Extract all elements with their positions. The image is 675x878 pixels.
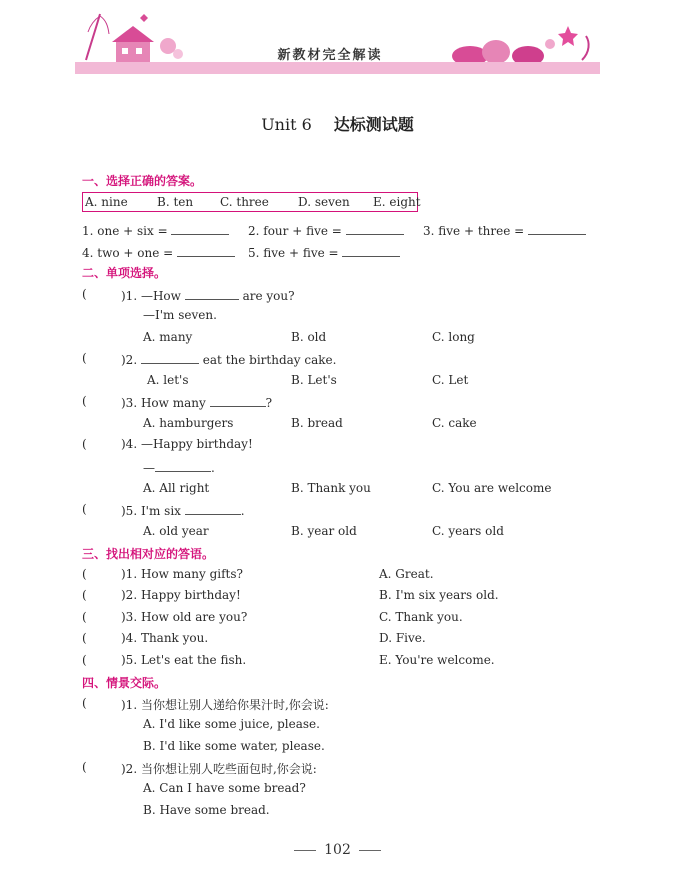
s4-question-2: )2. 当你想让别人吃些面包时,你会说: xyxy=(121,762,317,776)
option-c: C. three xyxy=(220,195,269,209)
s2-q1-opt-a: A. many xyxy=(143,330,193,344)
header-decoration-left xyxy=(78,10,188,66)
word-options-box xyxy=(82,192,421,212)
s2-q4-reply: — . xyxy=(143,461,215,475)
answer-blank[interactable] xyxy=(185,502,241,515)
option-e: E. eight xyxy=(373,195,421,209)
answer-blank[interactable] xyxy=(141,351,199,364)
s2-q1-opt-b: B. old xyxy=(291,330,327,344)
s2-q4-opt-b: B. Thank you xyxy=(291,481,371,495)
s3-answer-d: D. Five. xyxy=(379,631,426,645)
section3-heading: 三、找出相对应的答语。 xyxy=(82,547,215,561)
s2-q2-opt-b: B. Let's xyxy=(291,373,337,387)
option-b: B. ten xyxy=(157,195,194,209)
s2-q3-opt-a: A. hamburgers xyxy=(143,416,234,430)
s3-paren[interactable]: ( xyxy=(82,631,87,645)
header-title: 新教材完全解读 xyxy=(277,48,383,63)
s2-question-3: )3. How many ? xyxy=(121,396,273,410)
s2-paren[interactable]: ( xyxy=(82,437,87,451)
s2-q3-opt-c: C. cake xyxy=(432,416,477,430)
s2-q4-opt-c: C. You are welcome xyxy=(432,481,552,495)
unit-title xyxy=(0,112,675,135)
s4-q1-opt-b: B. I'd like some water, please. xyxy=(143,739,325,753)
s3-answer-c: C. Thank you. xyxy=(379,610,463,624)
s4-q2-opt-a: A. Can I have some bread? xyxy=(143,781,306,795)
option-a: A. nine xyxy=(85,195,128,209)
answer-blank[interactable] xyxy=(155,459,211,472)
s3-question-1: )1. How many gifts? xyxy=(121,567,243,581)
s2-question-1: )1. —How are you? xyxy=(121,289,295,303)
s1-question-4: 4. two + one = xyxy=(82,244,235,260)
s2-paren[interactable]: ( xyxy=(82,394,87,408)
s1-question-3: 3. five + three = xyxy=(423,222,586,238)
s2-paren[interactable]: ( xyxy=(82,287,87,301)
dash-left xyxy=(294,850,316,851)
s2-question-4: )4. —Happy birthday! xyxy=(121,437,253,451)
answer-blank[interactable] xyxy=(342,244,400,257)
unit-label: Unit 6 xyxy=(261,115,312,134)
s3-answer-e: E. You're welcome. xyxy=(379,653,495,667)
s2-paren[interactable]: ( xyxy=(82,502,87,516)
s2-q5-opt-a: A. old year xyxy=(143,524,209,538)
s2-q5-opt-b: B. year old xyxy=(291,524,357,538)
s2-q2-opt-c: C. Let xyxy=(432,373,469,387)
s2-q1-opt-c: C. long xyxy=(432,330,475,344)
s4-q2-opt-b: B. Have some bread. xyxy=(143,803,270,817)
s2-question-2: )2. eat the birthday cake. xyxy=(121,353,337,367)
s2-q4-opt-a: A. All right xyxy=(143,481,210,495)
unit-title-text: 达标测试题 xyxy=(333,115,414,134)
s1-question-2: 2. four + five = xyxy=(248,222,404,238)
s4-q1-opt-a: A. I'd like some juice, please. xyxy=(143,717,320,731)
answer-blank[interactable] xyxy=(346,222,404,235)
s3-question-4: )4. Thank you. xyxy=(121,631,209,645)
s1-question-5: 5. five + five = xyxy=(248,244,400,260)
s2-q5-opt-c: C. years old xyxy=(432,524,504,538)
s2-paren[interactable]: ( xyxy=(82,351,87,365)
answer-blank[interactable] xyxy=(171,222,229,235)
s3-answer-a: A. Great. xyxy=(379,567,434,581)
s3-answer-b: B. I'm six years old. xyxy=(379,588,499,602)
answer-blank[interactable] xyxy=(185,287,239,300)
s3-paren[interactable]: ( xyxy=(82,588,87,602)
section1-heading: 一、选择正确的答案。 xyxy=(82,174,203,188)
s3-paren[interactable]: ( xyxy=(82,653,87,667)
s3-question-5: )5. Let's eat the fish. xyxy=(121,653,247,667)
s4-paren[interactable]: ( xyxy=(82,760,87,774)
s3-question-2: )2. Happy birthday! xyxy=(121,588,241,602)
section4-heading: 四、情景交际。 xyxy=(82,676,167,690)
s4-paren[interactable]: ( xyxy=(82,696,87,710)
dash-right xyxy=(359,850,381,851)
s2-q2-opt-a: A. let's xyxy=(147,373,189,387)
answer-blank[interactable] xyxy=(528,222,586,235)
s4-question-1: )1. 当你想让别人递给你果汁时,你会说: xyxy=(121,698,329,712)
s3-paren[interactable]: ( xyxy=(82,567,87,581)
option-d: D. seven xyxy=(298,195,350,209)
s3-paren[interactable]: ( xyxy=(82,610,87,624)
page-number: 102 xyxy=(0,842,675,858)
s2-question-5: )5. I'm six . xyxy=(121,504,245,518)
s2-q3-opt-b: B. bread xyxy=(291,416,343,430)
s2-q1-reply: —I'm seven. xyxy=(143,308,217,322)
s1-question-1: 1. one + six = xyxy=(82,222,229,238)
section2-heading: 二、单项选择。 xyxy=(82,266,167,280)
answer-blank[interactable] xyxy=(210,394,266,407)
header-band xyxy=(75,62,600,74)
s3-question-3: )3. How old are you? xyxy=(121,610,248,624)
answer-blank[interactable] xyxy=(177,244,235,257)
